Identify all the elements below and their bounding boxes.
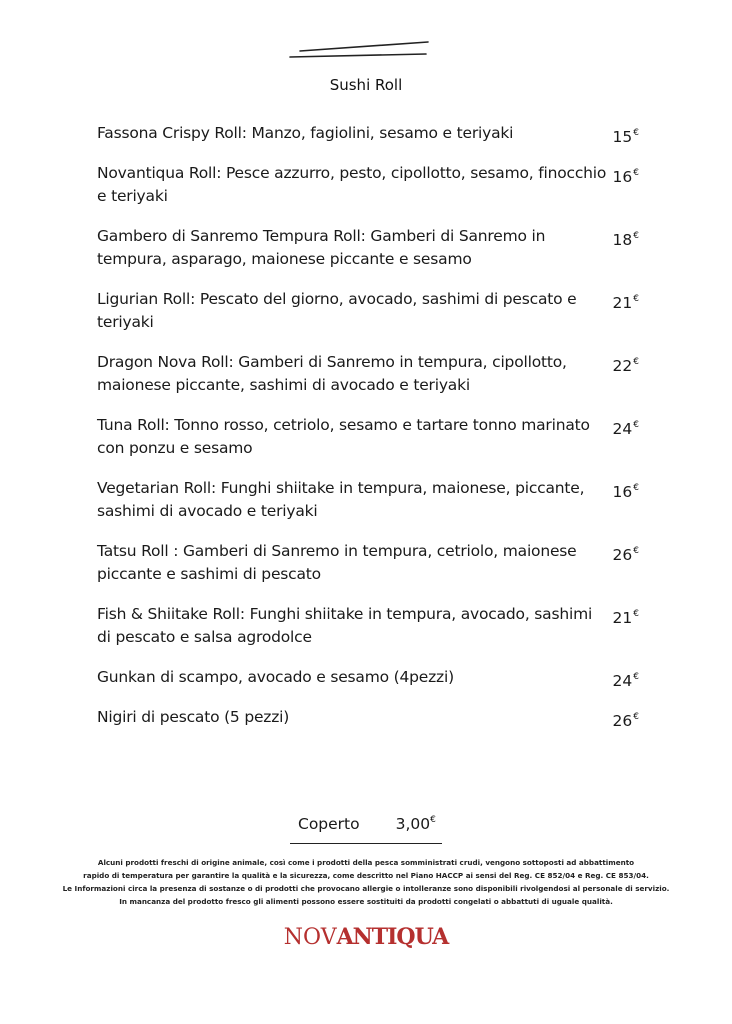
menu-item: [97, 706, 645, 729]
note-line: In mancanza del prodotto fresco gli alimenti possono essere sostituiti da prodotti congelati o abbattuti di uguale qualità.: [119, 897, 613, 906]
euro-symbol: €: [633, 168, 639, 178]
euro-symbol: €: [633, 231, 639, 241]
menu-item: [97, 603, 645, 649]
chopsticks-icon: [284, 38, 434, 62]
euro-symbol: €: [633, 712, 639, 722]
euro-symbol: €: [430, 815, 436, 825]
euro-symbol: €: [633, 483, 639, 493]
item-price: 21€: [612, 609, 639, 627]
item-name: Nigiri di pescato (5 pezzi): [97, 708, 290, 726]
item-price: 22€: [612, 357, 639, 375]
section-title: Sushi Roll: [329, 76, 403, 94]
menu-item: [97, 288, 645, 334]
coperto-price: 3,00: [395, 815, 431, 833]
coperto: [298, 815, 436, 833]
item-price: 26€: [612, 712, 639, 730]
menu-item: [97, 351, 645, 397]
item-price: 24€: [612, 420, 639, 438]
item-name: Gunkan di scampo, avocado e sesamo (4pezzi): [97, 668, 454, 686]
menu-item: [97, 477, 645, 523]
item-price: 26€: [612, 546, 639, 564]
coperto-label: Coperto: [298, 815, 360, 833]
logo-part-antiqua: ANTIQUA: [336, 924, 449, 950]
item-price: 18€: [612, 231, 639, 249]
note-line: rapido di temperatura per garantire la qualità e la sicurezza, come descritto nel Piano HACCP ai sensi del Reg. CE 852/04 e Reg. CE 853/04.: [83, 871, 649, 880]
item-name: Fassona Crispy Roll: Manzo, fagiolini, sesamo e teriyaki: [97, 124, 514, 142]
coperto-underline: [290, 843, 442, 844]
euro-symbol: €: [633, 357, 639, 367]
euro-symbol: €: [633, 420, 639, 430]
item-name: Tuna Roll: Tonno rosso, cetriolo, sesamo e tartare tonno marinato con ponzu e sesamo: [97, 416, 590, 457]
logo-part-nov: NOV: [283, 925, 337, 950]
item-name: Ligurian Roll: Pescato del giorno, avocado, sashimi di pescato e teriyaki: [97, 290, 577, 331]
item-name: Novantiqua Roll: Pesce azzurro, pesto, cipollotto, sesamo, finocchio e teriyaki: [97, 164, 607, 205]
menu-item: [97, 225, 645, 271]
item-name: Tatsu Roll : Gamberi di Sanremo in tempura, cetriolo, maionese piccante e sashimi di pescato: [97, 542, 577, 583]
euro-symbol: €: [633, 128, 639, 138]
item-price: 16€: [612, 483, 639, 501]
item-price: 24€: [612, 672, 639, 690]
item-price: 16€: [612, 168, 639, 186]
note-line: Le Informazioni circa la presenza di sostanze o di prodotti che provocano allergie o intolleranze sono disponibili rivolgendosi al personale di servizio.: [62, 884, 670, 893]
note-line: Alcuni prodotti freschi di origine animale, così come i prodotti della pesca somministrati crudi, vengono sottoposti ad abbattimento: [97, 858, 635, 867]
legal-notes: [60, 856, 672, 908]
euro-symbol: €: [633, 609, 639, 619]
euro-symbol: €: [633, 294, 639, 304]
menu-item: [97, 414, 645, 460]
item-price: 21€: [612, 294, 639, 312]
item-name: Gambero di Sanremo Tempura Roll: Gamberi di Sanremo in tempura, asparago, maionese piccante e sesamo: [97, 227, 546, 268]
item-name: Dragon Nova Roll: Gamberi di Sanremo in tempura, cipollotto, maionese piccante, sashimi di avocado e teriyaki: [97, 353, 567, 394]
menu-item: [97, 540, 645, 586]
menu-item: [97, 666, 645, 689]
euro-symbol: €: [633, 672, 639, 682]
novantiqua-logo: [0, 922, 732, 950]
euro-symbol: €: [633, 546, 639, 556]
menu-item: [97, 162, 645, 208]
item-name: Fish & Shiitake Roll: Funghi shiitake in tempura, avocado, sashimi di pescato e salsa agrodolce: [97, 605, 593, 646]
menu-item: [97, 122, 645, 145]
item-name: Vegetarian Roll: Funghi shiitake in tempura, maionese, piccante, sashimi di avocado e teriyaki: [97, 479, 585, 520]
menu-list: [97, 122, 645, 746]
item-price: 15€: [612, 128, 639, 146]
